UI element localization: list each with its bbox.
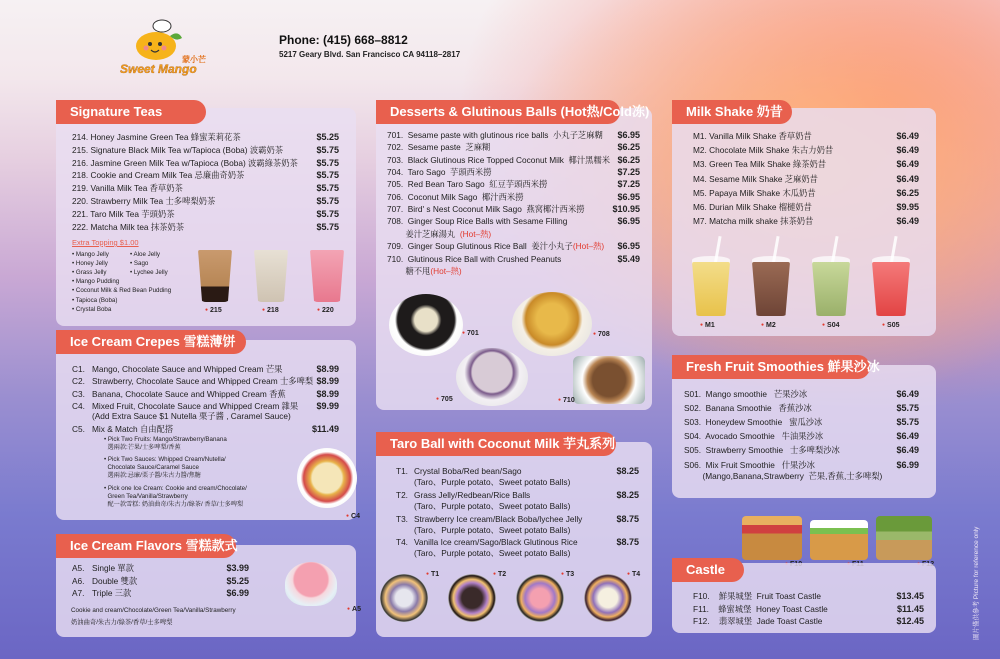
flavors-note-en: Cookie and cream/Chocolate/Green Tea/Vanilla/Strawberry (71, 607, 236, 614)
flavor-item-price: $6.99 (226, 588, 249, 598)
crepe-item-label: (Add Extra Sauce $1 Nutella 栗子醬 , Caramel Sauce) (92, 411, 291, 421)
dessert-item-price: $5.49 (617, 253, 640, 264)
tea-item-price: $5.75 (316, 208, 339, 219)
desserts-title: Desserts & Glutinous Balls (Hot热/Cold冻) (376, 100, 620, 124)
flavor-item-code: A5. (72, 563, 85, 573)
shake-s05-label: ● S05 (882, 322, 900, 329)
taro-item-price: $8.75 (616, 514, 639, 524)
smoothie-item-label: S06. Mix Fruit Smoothie 什果沙冰 (684, 459, 815, 470)
dessert-item-price: $6.95 (617, 216, 640, 227)
shake-s05-photo (872, 262, 910, 316)
shake-item-label: M4. Sesame Milk Shake 芝麻奶昔 (693, 173, 818, 184)
dessert-item-price: $10.95 (612, 204, 640, 215)
crepe-note-line: 選兩款:忌廉/栗子醬/朱古力醬/焦糖 (104, 472, 201, 479)
shake-m1-photo (692, 262, 730, 316)
topping-item: • Honey Jelly (72, 260, 108, 268)
crepe-note-line: • Pick Two Fruits: Mango/Strawberry/Banana (104, 436, 227, 443)
castle-title: Castle (672, 558, 744, 582)
shake-item-label: M1. Vanilla Milk Shake 香草奶昔 (693, 131, 812, 141)
dessert-item-label: 710. Glutinous Rice Ball with Crushed Peanuts (387, 253, 562, 264)
dessert-708-photo (512, 292, 592, 356)
flavors-note-cn: 奶油曲奇/朱古力/綠茶/香草/士多啤梨 (71, 619, 173, 626)
tea-item-price: $5.75 (316, 157, 339, 168)
tea-item-label: 216. Jasmine Green Milk Tea w/Tapioca (Boba) 波霸綠茶奶茶 (72, 157, 298, 168)
taro-item-line1: Crystal Boba/Red bean/Sago (414, 466, 522, 476)
shake-item-price: $6.49 (896, 131, 919, 141)
flavors-title: Ice Cream Flavors 雪糕款式 (56, 534, 236, 558)
smoothie-item-label: S01. Mango smoothie 芒果沙冰 (684, 389, 808, 399)
smoothie-item-label: S03. Honeydew Smoothie 蜜瓜沙冰 (684, 417, 823, 428)
smoothie-item-label: (Mango,Banana,Strawberry 芒果,香蕉,士多啤梨) (684, 471, 883, 481)
taro-t2-label: ● T2 (493, 571, 506, 578)
taro-item-price: $8.25 (616, 466, 639, 476)
castle-item-price: $12.45 (896, 616, 924, 626)
dessert-701-photo (389, 294, 463, 356)
extra-topping-title: Extra Topping $1.00 (72, 238, 139, 247)
crepe-item-code: C1. (72, 364, 85, 374)
dessert-710-photo (573, 356, 645, 404)
logo-text: Sweet Mango (120, 62, 197, 76)
crepe-item-code: C3. (72, 389, 85, 399)
tea-item-price: $5.75 (316, 183, 339, 194)
dessert-710-label: ● 710 (558, 397, 575, 404)
crepe-item-code: C4. (72, 401, 85, 411)
topping-item: • Crystal Boba (72, 305, 112, 313)
taro-t3-label: ● T3 (561, 571, 574, 578)
shake-item-price: $6.49 (896, 159, 919, 170)
castle-item-price: $11.45 (896, 603, 924, 614)
shake-item-label: M6. Durian Milk Shake 榴槤奶昔 (693, 202, 812, 212)
taro-item-code: T4. (396, 537, 408, 547)
tea-218-label: ● 218 (262, 307, 279, 314)
dessert-708-label: ● 708 (593, 331, 610, 338)
dessert-item-label: 701. Sesame paste with glutinous rice balls 小丸子芝麻糊 (387, 130, 603, 140)
tea-218-photo (254, 250, 288, 302)
dessert-item-label: 708. Ginger Soup Rice Balls with Sesame Filling (387, 216, 568, 227)
disclaimer: 圖片僅供參考 Picture for reference only (973, 526, 980, 640)
dessert-item-price: $7.25 (617, 167, 640, 178)
crepe-note-line: Chocolate Sauce/Caramel Sauce (104, 464, 199, 471)
dessert-item-price: $7.25 (617, 179, 640, 190)
crepe-item-label: Mix & Match 自由配搭 (92, 424, 174, 434)
tea-item-price: $5.75 (316, 170, 339, 181)
taro-item-line1: Strawberry Ice cream/Black Boba/lychee Jelly (414, 514, 583, 524)
crepe-item-price: $9.99 (316, 401, 339, 411)
crepe-item-label: Strawberry, Chocolate Sauce and Whipped Cream 士多啤梨 (92, 376, 314, 386)
logo (118, 18, 210, 80)
shake-item-label: M5. Papaya Milk Shake 木瓜奶昔 (693, 187, 816, 198)
dessert-item-price: $6.95 (617, 130, 640, 140)
tea-220-photo (310, 250, 344, 302)
smoothie-item-price: $6.49 (896, 445, 919, 456)
taro-t4-label: ● T4 (627, 571, 640, 578)
hot-badge: (Hot–熱) (430, 265, 462, 276)
dessert-item-label: 706. Coconut Milk Sago 椰汁西米撈 (387, 191, 524, 202)
dessert-705-photo (456, 348, 528, 406)
flavor-item-label: Double 雙款 (92, 575, 138, 586)
dessert-item-price: $6.25 (617, 142, 640, 153)
castle-f10-photo (742, 516, 802, 560)
crepe-c4-label: ● C4 (346, 513, 360, 520)
taro-item-line1: Grass Jelly/Redbean/Rice Balls (414, 490, 531, 500)
crepe-note-line: 配一款雪糕: 奶油曲奇/朱古力/綠茶/ 香草/士多啤梨 (104, 501, 244, 508)
dessert-item-label: 709. Ginger Soup Glutinous Rice Ball 姜汁小丸子(Hot–熱) (387, 241, 605, 252)
tea-item-price: $5.75 (316, 221, 339, 232)
shake-item-label: M2. Chocolate Milk Shake 朱古力奶昔 (693, 145, 834, 156)
flavor-item-code: A7. (72, 588, 85, 598)
smoothie-item-label: S02. Banana Smoothie 香蕉沙冰 (684, 403, 812, 414)
shake-item-price: $6.49 (896, 145, 919, 156)
dessert-item-label: 707. Bird' s Nest Coconut Milk Sago 燕窝椰汁西米撈 (387, 204, 585, 215)
hot-badge: (Hot–熱) (459, 228, 492, 239)
smoothie-item-price: $5.75 (896, 403, 919, 414)
topping-item: • Coconut Milk & Red Bean Pudding (72, 287, 172, 295)
taro-item-code: T1. (396, 466, 408, 476)
flavor-item-code: A6. (72, 575, 85, 586)
taro-item-price: $8.25 (616, 490, 639, 500)
shake-s04-label: ● S04 (822, 322, 840, 329)
crepe-item-label: Mixed Fruit, Chocolate Sauce and Whipped Cream 雜果 (92, 401, 299, 411)
dessert-item-label: 703. Black Glutinous Rice Topped Coconut Milk 椰汁黑糯米 (387, 154, 611, 165)
taro-item-line2: (Taro、Purple potato、Sweet potato Balls) (414, 500, 571, 511)
topping-item: • Grass Jelly (72, 269, 107, 277)
smoothie-item-price: $6.99 (896, 459, 919, 470)
tea-item-price: $5.25 (316, 132, 339, 142)
dessert-item-label: 702. Sesame paste 芝麻糊 (387, 142, 491, 153)
dessert-item-label: 姜汁芝麻湯丸 (Hot–熱) (387, 228, 492, 239)
taro-item-line1: Vanilla Ice cream/Sago/Black Glutinous Rice (414, 537, 578, 547)
topping-item: • Lychee Jelly (130, 269, 168, 277)
crepe-item-code: C2. (72, 376, 85, 386)
shake-m2-photo (752, 262, 790, 316)
flavor-item-label: Single 單款 (92, 563, 134, 573)
dessert-701-label: ● 701 (462, 330, 479, 337)
taro-item-price: $8.75 (616, 537, 639, 547)
tea-215-photo (198, 250, 232, 302)
taro-title: Taro Ball with Coconut Milk 芋丸系列 (376, 432, 616, 456)
smoothie-item-price: $6.49 (896, 431, 919, 442)
smoothie-item-price: $6.49 (896, 389, 919, 399)
shake-item-price: $6.25 (896, 187, 919, 198)
shake-s04-photo (812, 262, 850, 316)
dessert-item-price: $6.25 (617, 154, 640, 165)
topping-item: • Mango Pudding (72, 278, 120, 286)
crepe-item-label: Mango, Chocolate Sauce and Whipped Cream 芒果 (92, 364, 283, 374)
topping-item: • Mango Jelly (72, 251, 109, 258)
crepe-note-line: • Pick one Ice Cream: Cookie and cream/Chocolate/ (104, 485, 247, 492)
milkshake-title: Milk Shake 奶昔 (672, 100, 792, 124)
topping-item: • Aloe Jelly (130, 251, 161, 258)
taro-t2-photo (448, 574, 496, 622)
smoothie-item-label: S05. Strawberry Smoothie 士多啤梨沙冰 (684, 445, 840, 456)
tea-item-price: $5.75 (316, 196, 339, 206)
flavor-item-price: $5.25 (226, 575, 249, 586)
flavor-item-label: Triple 三款 (92, 588, 132, 598)
castle-item-price: $13.45 (896, 591, 924, 601)
tea-item-label: 221. Taro Milk Tea 芋頭奶茶 (72, 208, 175, 219)
crepe-item-code: C5. (72, 424, 85, 434)
taro-item-line2: (Taro、Purple potato、Sweet potato Balls) (414, 547, 571, 558)
crepe-item-price: $8.99 (316, 389, 339, 399)
crepes-title: Ice Cream Crepes 雪糕薄饼 (56, 330, 246, 354)
smoothies-title: Fresh Fruit Smoothies 鮮果沙冰 (672, 355, 870, 379)
shake-item-label: M3. Green Tea Milk Shake 綠茶奶昔 (693, 159, 827, 170)
shake-item-price: $9.95 (896, 202, 919, 212)
dessert-item-label: 704. Taro Sago 芋頭西米撈 (387, 167, 492, 178)
crepe-c4-photo (297, 448, 357, 508)
crepe-item-price: $11.49 (311, 424, 339, 434)
castle-f12-photo (876, 516, 932, 560)
crepe-item-price: $8.99 (316, 364, 339, 374)
tea-item-label: 220. Strawberry Milk Tea 士多啤梨奶茶 (72, 196, 216, 206)
smoothie-item-label: S04. Avocado Smoothie 牛油果沙冰 (684, 431, 824, 442)
dessert-item-price: $6.95 (617, 241, 640, 252)
flavor-a5-label: ● A5 (347, 606, 361, 613)
tea-item-label: 218. Cookie and Cream Milk Tea 忌廉曲奇奶茶 (72, 170, 245, 181)
crepe-item-label: Banana, Chocolate Sauce and Whipped Cream 香蕉 (92, 389, 286, 399)
address: 5217 Geary Blvd. San Francisco CA 94118–2817 (279, 50, 461, 59)
taro-item-line2: (Taro、Purple potato、Sweet potato Balls) (414, 524, 571, 535)
taro-t1-photo (380, 574, 428, 622)
taro-item-code: T3. (396, 514, 408, 524)
castle-item-label: F12. 翡翠城堡 Jade Toast Castle (693, 616, 823, 626)
tea-215-label: ● 215 (205, 307, 222, 314)
topping-item: • Tapioca (Boba) (72, 296, 118, 304)
castle-item-label: F10. 鮮果城堡 Fruit Toast Castle (693, 591, 822, 601)
tea-item-label: 215. Signature Black Milk Tea w/Tapioca (Boba) 波霸奶茶 (72, 144, 284, 155)
smoothie-item-price: $5.75 (896, 417, 919, 428)
tea-item-price: $5.75 (316, 144, 339, 155)
dessert-item-label: 糖不甩(Hot–熱) (387, 265, 462, 276)
shake-item-price: $6.49 (896, 173, 919, 184)
shake-m2-label: ● M2 (761, 322, 776, 329)
taro-t3-photo (516, 574, 564, 622)
taro-t1-label: ● T1 (426, 571, 439, 578)
signature-teas-title: Signature Teas (56, 100, 206, 124)
phone: Phone: (415) 668–8812 (279, 33, 408, 47)
shake-m1-label: ● M1 (700, 322, 715, 329)
flavor-item-price: $3.99 (226, 563, 249, 573)
dessert-705-label: ● 705 (436, 396, 453, 403)
mango-mascot-icon (126, 18, 186, 62)
taro-item-line2: (Taro、Purple potato、Sweet potato Balls) (414, 476, 571, 487)
topping-item: • Sago (130, 260, 149, 268)
castle-f11-photo (810, 520, 868, 560)
shake-item-label: M7. Matcha milk shake 抹茶奶昔 (693, 216, 814, 227)
crepe-note-line: Green Tea/Vanilla/Strawberry (104, 493, 188, 500)
tea-220-label: ● 220 (317, 307, 334, 314)
shake-item-price: $6.49 (896, 216, 919, 227)
taro-t4-photo (584, 574, 632, 622)
crepe-note-line: 選兩款:芒果/士多啤梨/香蕉 (104, 444, 181, 451)
crepe-note-line: • Pick Two Sauces: Whipped Cream/Nutella/ (104, 456, 226, 463)
tea-item-label: 222. Matcha Milk tea 抹茶奶茶 (72, 221, 185, 232)
castle-item-label: F11. 蜂蜜城堡 Honey Toast Castle (693, 603, 828, 614)
logo-cn: 蒙小芒 (182, 55, 206, 64)
dessert-item-price: $6.95 (617, 191, 640, 202)
crepe-item-price: $8.99 (316, 376, 339, 386)
taro-item-code: T2. (396, 490, 408, 500)
dessert-item-label: 705. Red Bean Taro Sago 紅豆芋頭西米撈 (387, 179, 548, 190)
tea-item-label: 214. Honey Jasmine Green Tea 蜂蜜茉莉花茶 (72, 132, 241, 142)
flavor-a5-photo (285, 562, 337, 606)
hot-badge: (Hot–熱) (572, 241, 605, 252)
tea-item-label: 219. Vanilla Milk Tea 香草奶茶 (72, 183, 183, 194)
